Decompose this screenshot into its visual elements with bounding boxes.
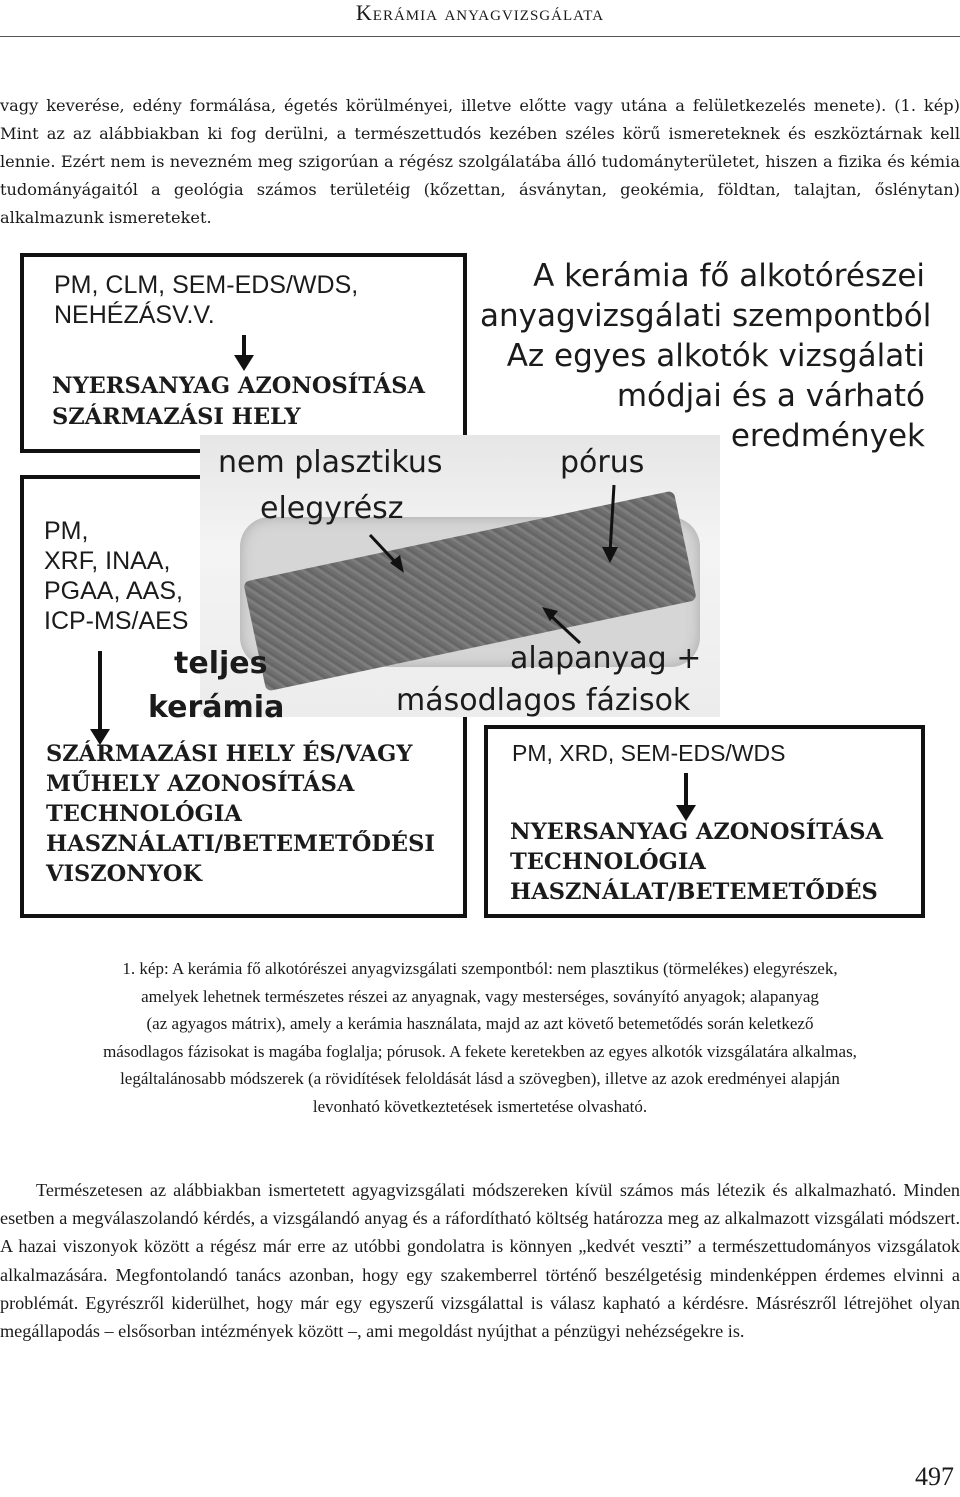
page-number: 497 <box>915 1462 954 1491</box>
paragraph-text: Természetesen az alábbiakban ismertetett agyagvizsgálati módszereken kívül számos más létezik és alkalmazható. Minden esetben a megválaszolandó kérdés, a vizsgálandó anyag és a ráfordítható költség határozza meg az alkalmazott vizsgálati módszert. A hazai viszonyok között a régész már erre az utóbbi gondolatra is könnyen „kedvét veszti” a természettudományos vizsgálatok alkalmazására. Megfontolandó tanács azonban, hogy egy szakemberrel történő beszélgetésig mindenképpen érdemes elvinni a problémát. Egyrészről kiderülhet, hogy már egy egyszerű vizsgálattal is válasz kapható a kérdésre. Másrészről létrejöhet olyan megállapodás – elsősorban intézmények között –, ami megoldást nyújthat a pénzügyi nehézségekre is. <box>0 1180 960 1342</box>
method-line: NEHÉZÁSV.V. <box>54 301 215 329</box>
result-line: NYERSANYAG AZONOSÍTÁSA <box>52 373 425 399</box>
result-line: SZÁRMAZÁSI HELY <box>52 404 301 430</box>
label-non-plastic: nem plasztikus <box>218 445 443 480</box>
caption-line: legáltalánosabb módszerek (a rövidítések feloldását lásd a szövegben), illetve az azok eredményei alapján <box>120 1069 840 1088</box>
method-line: XRF, INAA, <box>44 547 171 575</box>
result-line: TECHNOLÓGIA <box>46 801 242 827</box>
body-paragraph-1 <box>0 92 960 232</box>
result-line: HASZNÁLATI/BETEMETŐDÉSI <box>46 831 435 857</box>
figure-caption <box>0 955 960 1120</box>
pointer-arrows <box>20 253 935 921</box>
figure-title-line: Az egyes alkotók vizsgálati <box>506 338 925 374</box>
running-head: Kerámia anyagvizsgálata <box>355 0 605 25</box>
paragraph-text: vagy keverése, edény formálása, égetés körülményei, illetve előtte vagy utána a felületkezelés menete). (1. kép) Mint az az alábbiakban ki fog derülni, a természettudós kezében széles körű ismereteknek és eszköztárnak kell lennie. Ezért nem is nevezném meg szigorúan a régész szolgálatába álló tudományterületet, hiszen a fizika és kémia tudományágaitól a geológia számos területéig (kőzettan, ásványtan, geokémia, földtan, talajtan, őslénytan) alkalmazunk ismereteket. <box>0 96 960 227</box>
result-line: SZÁRMAZÁSI HELY ÉS/VAGY <box>46 741 413 767</box>
caption-line: 1. kép: A kerámia fő alkotórészei anyagvizsgálati szempontból: nem plasztikus (törmelékes) elegyrészek, <box>122 959 838 978</box>
figure-title-line: eredmények <box>730 418 925 454</box>
result-line: TECHNOLÓGIA <box>510 849 706 875</box>
label-matrix: alapanyag + <box>510 641 702 676</box>
body-paragraph-2 <box>0 1176 960 1345</box>
caption-line: (az agyagos mátrix), amely a kerámia használata, majd az azt követő betemetődés során keletkező <box>146 1014 814 1033</box>
method-line: PM, CLM, SEM-EDS/WDS, <box>54 271 359 299</box>
label-whole-ceramic: kerámia <box>148 690 285 725</box>
arrow-head-icon <box>602 547 618 563</box>
result-line: VISZONYOK <box>46 861 203 887</box>
figure-title-line: A kerámia fő alkotórészei <box>533 258 925 294</box>
figure-title-line: módjai és a várható <box>616 378 925 414</box>
result-line: MŰHELY AZONOSÍTÁSA <box>46 771 355 797</box>
method-line: PM, <box>44 517 89 545</box>
arrow-to-matrix <box>550 615 580 643</box>
figure-title-line: anyagvizsgálati szempontból <box>480 298 932 334</box>
result-line: NYERSANYAG AZONOSÍTÁSA <box>510 819 883 845</box>
label-matrix: másodlagos fázisok <box>396 683 691 718</box>
caption-line: levonható következtetések ismertetése olvasható. <box>312 1096 648 1116</box>
figure-1 <box>20 253 935 921</box>
header-rule <box>0 36 960 37</box>
method-line: PM, XRD, SEM-EDS/WDS <box>512 740 786 766</box>
label-non-plastic: elegyrész <box>260 491 404 526</box>
arrow-to-pore <box>610 485 614 553</box>
caption-line: amelyek lehetnek természetes részei az anyagnak, vagy mesterséges, soványító anyagok; alapanyag <box>141 986 819 1006</box>
label-pore: pórus <box>560 445 645 480</box>
method-line: ICP-MS/AES <box>44 607 189 635</box>
label-whole-ceramic: teljes <box>174 646 268 681</box>
result-line: HASZNÁLAT/BETEMETŐDÉS <box>510 879 878 905</box>
caption-line: másodlagos fázisokat is magába foglalja; pórusok. A fekete keretekben az egyes alkotók vizsgálatára alkalmas, <box>103 1041 857 1061</box>
method-line: PGAA, AAS, <box>44 577 183 605</box>
